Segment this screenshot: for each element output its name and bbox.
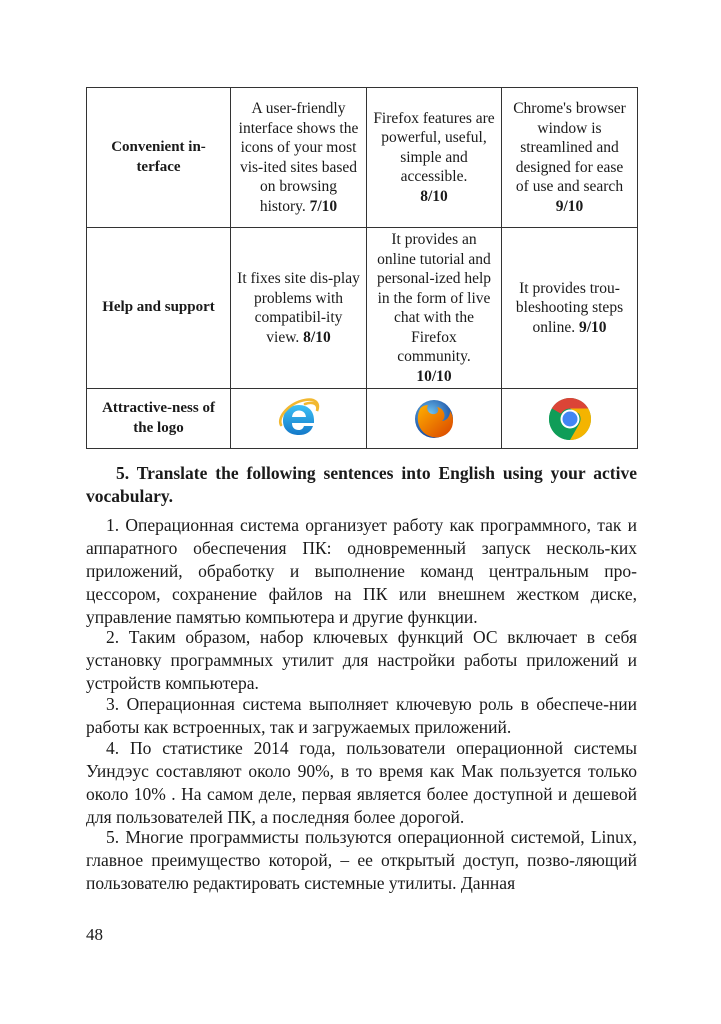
ie-logo-icon bbox=[275, 395, 323, 443]
chrome-interface-cell bbox=[502, 88, 638, 228]
firefox-logo-cell bbox=[367, 389, 502, 449]
chrome-logo-cell bbox=[502, 389, 638, 449]
table-row bbox=[87, 88, 638, 228]
ie-interface-cell bbox=[231, 88, 367, 228]
firefox-interface-cell bbox=[367, 88, 502, 228]
chrome-logo-icon bbox=[546, 395, 594, 443]
chrome-support-cell bbox=[502, 228, 638, 389]
ie-logo-cell bbox=[231, 389, 367, 449]
score: 7/10 bbox=[309, 197, 338, 215]
cell-text: Firefox features are powerful, useful, simple and accessible. bbox=[373, 109, 495, 186]
paragraph-1: 1. Операционная система организует работу как программного, так и аппаратного обеспечения ПК: одновременный запуск несколь-ких приложений, обработку и выполнение команд центральным про-цессором, сохранение файлов на ПК или внешнем жестком диске, управление памятью компьютера и другие функции. bbox=[86, 515, 637, 627]
paragraph-3: 3. Операционная система выполняет ключевую роль в обеспече-нии работы как встроенных, так и загружаемых приложений. bbox=[86, 694, 637, 737]
browser-comparison-table bbox=[86, 87, 638, 449]
cell-text: Chrome's browser window is streamlined and designed for ease of use and search bbox=[513, 100, 626, 195]
firefox-logo-icon bbox=[410, 395, 458, 443]
score: 10/10 bbox=[416, 367, 452, 385]
paragraph-2: 2. Таким образом, набор ключевых функций ОС включает в себя установку программных утилит для настройки работы приложений и устройств компьютера. bbox=[86, 627, 637, 693]
cell-text: It fixes site dis-play problems with compatibil-ity view. bbox=[237, 270, 360, 346]
cell-text: It provides an online tutorial and personal-ized help in the form of live chat with the Firefox community. bbox=[376, 231, 492, 365]
paragraph-4: 4. По статистике 2014 года, пользователи операционной системы Уиндэус составляют около 90%, в то время как Мак пользуется только около 10% . На самом деле, первая является более доступной и дешевой для пользователей ПК, а последняя более дорогой. bbox=[86, 738, 637, 827]
cell-text: A user-friendly interface shows the icons of your most vis-ited sites based on browsing history. bbox=[238, 100, 359, 215]
score: 9/10 bbox=[578, 318, 607, 336]
firefox-support-cell bbox=[367, 228, 502, 389]
table-row bbox=[87, 228, 638, 389]
table-row bbox=[87, 389, 638, 449]
exercise-title: 5. Translate the following sentences into English using your active vocabulary. bbox=[86, 463, 637, 506]
score: 8/10 bbox=[420, 187, 448, 205]
page-number: 48 bbox=[86, 925, 103, 944]
score: 8/10 bbox=[303, 328, 331, 346]
ie-support-cell bbox=[231, 228, 367, 389]
row-label-help-support: Help and support bbox=[87, 228, 231, 389]
paragraph-5: 5. Многие программисты пользуются операционной системой, Linux, главное преимущество которой, – ее открытый доступ, позво-ляющий пользователю редактировать системные утилиты. Данная bbox=[86, 827, 637, 893]
row-label-logo: Attractive-ness of the logo bbox=[87, 389, 231, 449]
row-label-convenient-interface: Convenient in-terface bbox=[87, 88, 231, 228]
cell-text: It provides trou-bleshooting steps online. bbox=[515, 279, 624, 336]
score: 9/10 bbox=[555, 197, 584, 215]
